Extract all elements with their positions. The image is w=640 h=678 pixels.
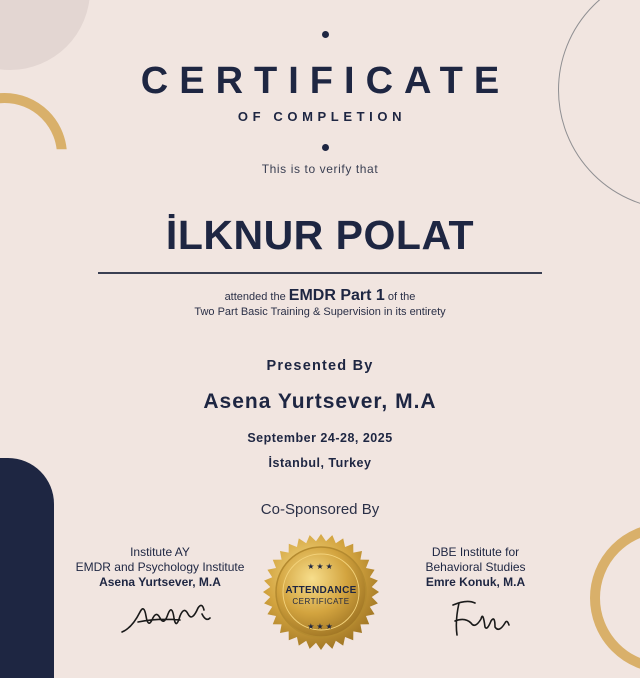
seal-stars-top: ★★★ — [307, 562, 335, 571]
attended-suffix: of the — [387, 291, 416, 303]
presenter-name: Asena Yurtsever, M.A — [203, 390, 437, 413]
recipient-name: İLKNUR POLAT — [165, 212, 475, 258]
seal-stars-bottom: ★★★ — [307, 622, 335, 631]
sponsor-right-line2: Behavioral Studies — [425, 560, 526, 574]
divider-dot-top — [322, 31, 329, 38]
divider-dot-bottom — [322, 144, 329, 151]
course-name: EMDR Part 1 — [288, 287, 385, 304]
name-underline — [98, 272, 542, 274]
decorative-arc-right — [558, 0, 640, 210]
course-detail: Two Part Basic Training & Supervision in its entirety — [194, 306, 446, 318]
seal-text-line2: CERTIFICATE — [292, 597, 350, 606]
sponsor-left — [60, 545, 260, 590]
signature-right — [445, 595, 515, 640]
co-sponsored-label: Co-Sponsored By — [260, 501, 380, 518]
sponsor-right-person: Emre Konuk, M.A — [425, 575, 526, 589]
event-dates: September 24-28, 2025 — [247, 431, 393, 445]
sponsor-left-line1: Institute AY — [130, 545, 190, 559]
certificate-subtitle: OF COMPLETION — [237, 109, 407, 124]
sponsor-left-person: Asena Yurtsever, M.A — [99, 575, 221, 589]
sponsor-left-line2: EMDR and Psychology Institute — [75, 560, 245, 574]
signature-left — [118, 598, 218, 638]
event-location: İstanbul, Turkey — [268, 456, 372, 470]
attended-line — [0, 287, 640, 305]
attended-prefix: attended the — [224, 291, 286, 303]
decorative-gold-ring-bottom-right — [590, 523, 640, 673]
presented-by-label: Presented By — [266, 358, 374, 374]
certificate-title: CERTIFICATE — [140, 60, 511, 102]
sponsor-right-line1: DBE Institute for — [431, 545, 520, 559]
decorative-teal-mark — [296, 0, 320, 4]
seal-text-line1: ATTENDANCE — [285, 585, 357, 596]
verify-text: This is to verify that — [261, 162, 379, 176]
decorative-navy-panel — [0, 458, 54, 678]
sponsor-right — [398, 545, 553, 590]
